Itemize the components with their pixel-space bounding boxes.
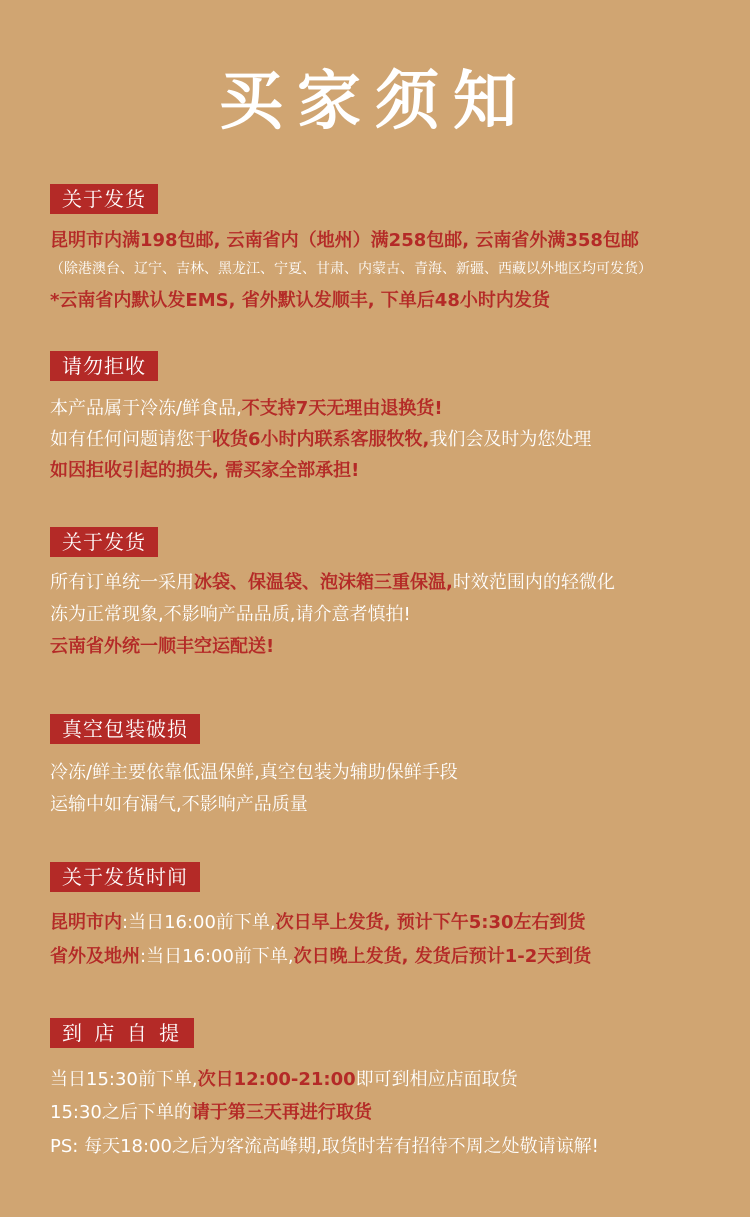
packaging-line-2: 冻为正常现象,不影响产品品质,请介意者慎拍! (50, 604, 411, 625)
text-segment: 当日15:30前下单, (50, 1069, 198, 1090)
text-segment: 时效范围内的轻微化 (452, 572, 615, 593)
section-tag-vacuum: 真空包装破损 (50, 714, 200, 744)
pickup-ps-note: PS: 每天18:00之后为客流高峰期,取货时若有招待不周之处敬请谅解! (50, 1136, 599, 1157)
no-reject-line-1 (50, 394, 443, 424)
shipping-time-kunming (50, 908, 586, 938)
text-segment: :当日16:00前下单, (122, 912, 276, 933)
section-tag-pickup: 到 店 自 提 (50, 1018, 194, 1048)
page-title: 买家须知 (219, 65, 531, 139)
text-segment: :当日16:00前下单, (140, 946, 294, 967)
vacuum-line-1: 冷冻/鲜主要依靠低温保鲜,真空包装为辅助保鲜手段 (50, 762, 458, 783)
pickup-time-highlight: 次日12:00-21:00 (197, 1069, 356, 1090)
pickup-line-1 (50, 1065, 518, 1095)
insulation-highlight: 冰袋、保温袋、泡沫箱三重保温, (194, 572, 453, 593)
section-tag-shipping: 关于发货 (50, 184, 158, 214)
pickup-line-2 (50, 1098, 372, 1128)
section-tag-shipping-time: 关于发货时间 (50, 862, 200, 892)
contact-service-highlight: 收货6小时内联系客服牧牧, (212, 429, 430, 450)
no-return-highlight: 不支持7天无理由退换货! (241, 398, 443, 419)
section-tag-packaging: 关于发货 (50, 527, 158, 557)
delivery-highlight: 次日早上发货, 预计下午5:30左右到货 (275, 912, 586, 933)
no-reject-line-3: 如因拒收引起的损失, 需买家全部承担! (50, 460, 360, 481)
text-segment: 15:30之后下单的 (50, 1102, 192, 1123)
shipping-free-threshold: 昆明市内满198包邮, 云南省内（地州）满258包邮, 云南省外满358包邮 (50, 230, 639, 251)
shipping-time-other (50, 942, 591, 972)
text-segment: 所有订单统一采用 (50, 572, 194, 593)
region-label: 昆明市内 (50, 912, 122, 933)
text-segment: 本产品属于冷冻/鲜食品, (50, 398, 242, 419)
text-segment: 我们会及时为您处理 (429, 429, 592, 450)
pickup-day-highlight: 请于第三天再进行取货 (191, 1102, 372, 1123)
packaging-line-3: 云南省外统一顺丰空运配送! (50, 636, 275, 657)
text-segment: 即可到相应店面取货 (355, 1069, 518, 1090)
vacuum-line-2: 运输中如有漏气,不影响产品质量 (50, 794, 308, 815)
packaging-line-1 (50, 568, 615, 598)
shipping-excluded-regions: （除港澳台、辽宁、吉林、黑龙江、宁夏、甘肃、内蒙古、青海、新疆、西藏以外地区均可发货） (50, 261, 652, 277)
region-label: 省外及地州 (50, 946, 140, 967)
text-segment: 如有任何问题请您于 (50, 429, 212, 450)
section-tag-no-reject: 请勿拒收 (50, 351, 158, 381)
no-reject-line-2 (50, 425, 591, 455)
shipping-carrier-note: *云南省内默认发EMS, 省外默认发顺丰, 下单后48小时内发货 (50, 290, 550, 311)
delivery-highlight: 次日晚上发货, 发货后预计1-2天到货 (293, 946, 592, 967)
